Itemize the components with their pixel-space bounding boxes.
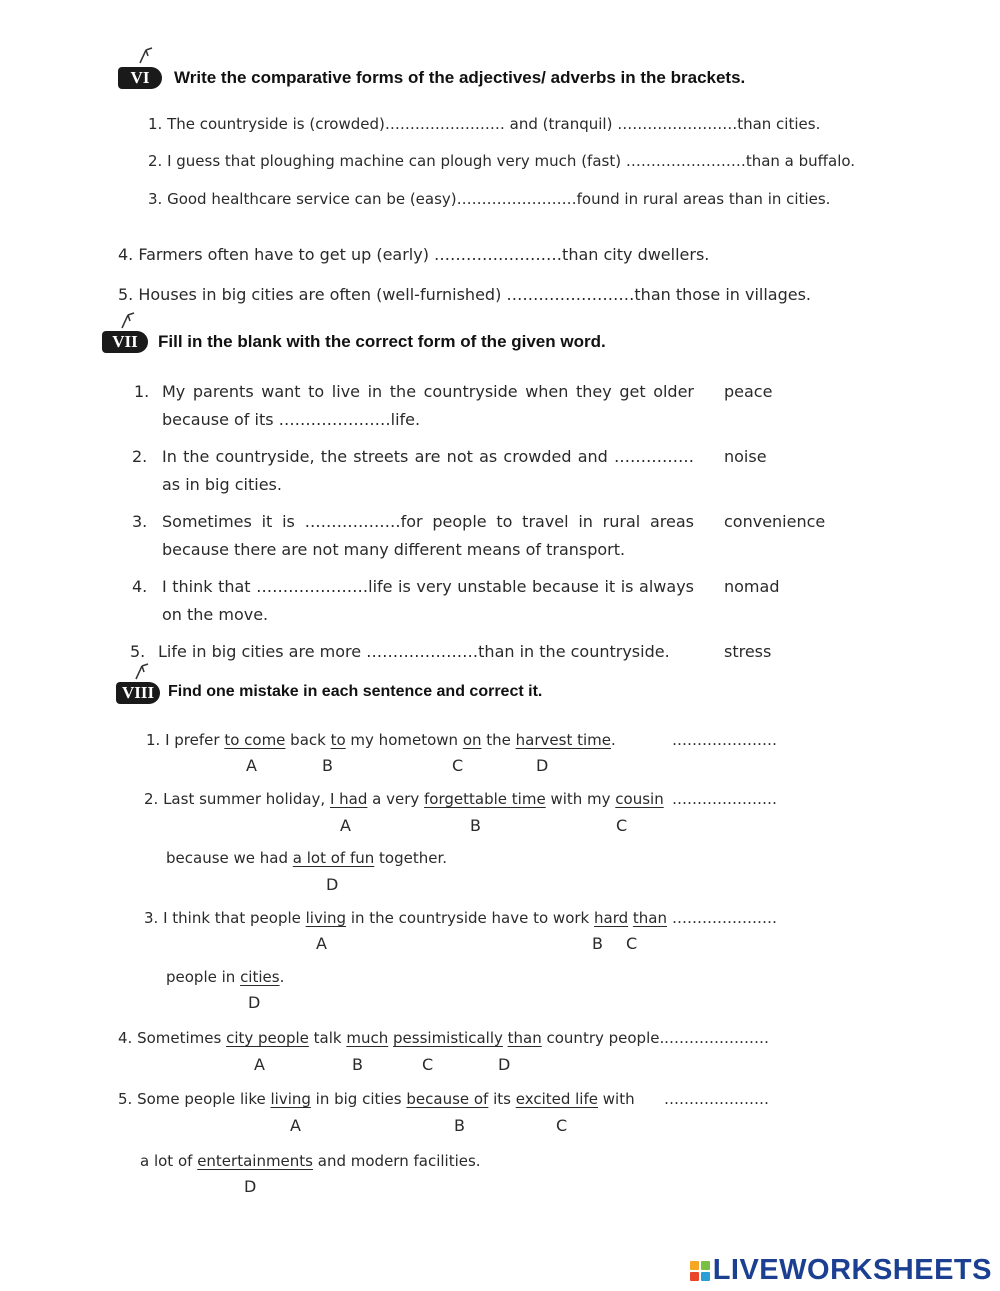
s8-q2-letter-d: D: [326, 875, 339, 894]
s8-q2-line2: because we had a lot of fun together.: [166, 849, 448, 867]
s8-q4-answer-blank: …………………: [664, 1029, 769, 1047]
s8-q2-sentence: 2. Last summer holiday, I had a very forgettable time with my cousin: [144, 790, 664, 808]
s8-q3-letter-a: A: [316, 934, 327, 953]
s7-item-1-word: peace: [724, 382, 773, 401]
s8-q5-line2: a lot of entertainments and modern facilities.: [140, 1152, 481, 1170]
s7-item-2-word: noise: [724, 447, 767, 466]
s8-q1-option-b: to: [330, 731, 346, 749]
s7-item-5-line1: Life in big cities are more …………………than in the countryside.: [158, 642, 670, 661]
s8-q4-option-c: pessimistically: [393, 1029, 503, 1047]
s8-q4-option-b: much: [346, 1029, 389, 1047]
s8-q2-letter-a: A: [340, 816, 351, 835]
liveworksheets-logo: [690, 1254, 992, 1287]
s8-q5-option-a: living: [270, 1090, 311, 1108]
s8-q3-line2: people in cities.: [166, 968, 285, 986]
s8-q1-answer-blank: …………………: [672, 731, 777, 749]
s6-item-3: 3. Good healthcare service can be (easy)……………………found in rural areas than in cities.: [148, 190, 831, 208]
antenna-decoration-icon: [136, 46, 156, 64]
s8-q5-answer-blank: …………………: [664, 1090, 769, 1108]
s8-q4-letter-a: A: [254, 1055, 265, 1074]
s8-q1-letter-b: B: [322, 756, 333, 775]
s6-item-5: 5. Houses in big cities are often (well-furnished) ……………………than those in villages.: [118, 285, 812, 304]
s8-q1-sentence: 1. I prefer to come back to my hometown on the harvest time.: [146, 731, 616, 749]
s8-q1-option-c: on: [462, 731, 482, 749]
s8-q2-option-a: I had: [329, 790, 368, 808]
s8-q3-letter-d: D: [248, 993, 261, 1012]
s7-item-3-line1: Sometimes it is ………………for people to travel in rural areas: [162, 512, 694, 531]
s8-q3-option-d: cities: [240, 968, 280, 986]
s8-q1-option-d: harvest time: [515, 731, 611, 749]
s8-q5-option-c: excited life: [515, 1090, 598, 1108]
antenna-decoration-icon: [132, 662, 152, 680]
s7-item-3-number: 3.: [132, 512, 148, 531]
s7-item-2-number: 2.: [132, 447, 148, 466]
logo-square-icon: [701, 1272, 710, 1281]
s7-item-2-line2: as in big cities.: [162, 475, 282, 494]
s8-q1-letter-a: A: [246, 756, 257, 775]
s8-q3-option-c: than: [632, 909, 667, 927]
s6-item-1: 1. The countryside is (crowded)…………………… and (tranquil) ……………………than cities.: [148, 115, 821, 133]
s8-q3-answer-blank: …………………: [672, 909, 777, 927]
s7-item-3-word: convenience: [724, 512, 826, 531]
s8-q3-letter-b: B: [592, 934, 603, 953]
s8-q5-option-d: entertainments: [197, 1152, 313, 1170]
logo-square-icon: [701, 1261, 710, 1270]
s6-item-4: 4. Farmers often have to get up (early) ……………………than city dwellers.: [118, 245, 710, 264]
s8-q4-letter-b: B: [352, 1055, 363, 1074]
s8-q3-option-b: hard: [594, 909, 629, 927]
s8-q5-sentence: 5. Some people like living in big cities because of its excited life with: [118, 1090, 635, 1108]
s7-item-2-line1: In the countryside, the streets are not as crowded and ……………: [162, 447, 694, 466]
s8-q5-letter-c: C: [556, 1116, 568, 1135]
logo-square-icon: [690, 1261, 699, 1270]
logo-mark-icon: [690, 1261, 710, 1281]
s8-q2-letter-b: B: [470, 816, 481, 835]
s8-q2-answer-blank: …………………: [672, 790, 777, 808]
s8-q4-option-d: than: [507, 1029, 542, 1047]
s8-q5-letter-b: B: [454, 1116, 465, 1135]
s8-q1-option-a: to come: [224, 731, 286, 749]
section-vi-title: Write the comparative forms of the adjectives/ adverbs in the brackets.: [174, 68, 746, 87]
s7-item-4-number: 4.: [132, 577, 148, 596]
s8-q3-option-a: living: [305, 909, 347, 927]
s7-item-1-line2: because of its …………………life.: [162, 410, 421, 429]
s6-item-2: 2. I guess that ploughing machine can plough very much (fast) ……………………than a buffalo.: [148, 152, 856, 170]
s8-q2-letter-c: C: [616, 816, 628, 835]
s8-q3-sentence: 3. I think that people living in the countryside have to work hard than: [144, 909, 667, 927]
s7-item-1-line1: My parents want to live in the countryside when they get older: [162, 382, 694, 401]
s7-item-5-word: stress: [724, 642, 772, 661]
s8-q2-option-d: a lot of fun: [292, 849, 375, 867]
section-badge-viii: VIII: [116, 682, 160, 704]
s7-item-4-line1: I think that …………………life is very unstable because it is always: [162, 577, 694, 596]
s8-q1-letter-c: C: [452, 756, 464, 775]
s8-q4-letter-d: D: [498, 1055, 511, 1074]
s8-q2-option-c: cousin: [615, 790, 664, 808]
s8-q4-sentence: 4. Sometimes city people talk much pessimistically than country people.: [118, 1029, 665, 1047]
s8-q3-letter-c: C: [626, 934, 638, 953]
section-badge-vi: VI: [118, 67, 162, 89]
section-badge-vii: VII: [102, 331, 148, 353]
s7-item-4-line2: on the move.: [162, 605, 269, 624]
s8-q4-letter-c: C: [422, 1055, 434, 1074]
s7-item-3-line2: because there are not many different means of transport.: [162, 540, 626, 559]
section-vii-title: Fill in the blank with the correct form of the given word.: [158, 332, 606, 351]
s7-item-1-number: 1.: [134, 382, 150, 401]
s8-q5-letter-a: A: [290, 1116, 301, 1135]
s8-q5-letter-d: D: [244, 1177, 257, 1196]
logo-text: LIVEWORKSHEETS: [712, 1254, 992, 1286]
s8-q5-option-b: because of: [406, 1090, 489, 1108]
s8-q4-option-a: city people: [226, 1029, 309, 1047]
antenna-decoration-icon: [118, 311, 138, 329]
s7-item-5-number: 5.: [130, 642, 146, 661]
logo-square-icon: [690, 1272, 699, 1281]
s8-q2-option-b: forgettable time: [424, 790, 546, 808]
s7-item-4-word: nomad: [724, 577, 780, 596]
s8-q1-letter-d: D: [536, 756, 549, 775]
section-viii-title: Find one mistake in each sentence and correct it.: [168, 683, 543, 700]
